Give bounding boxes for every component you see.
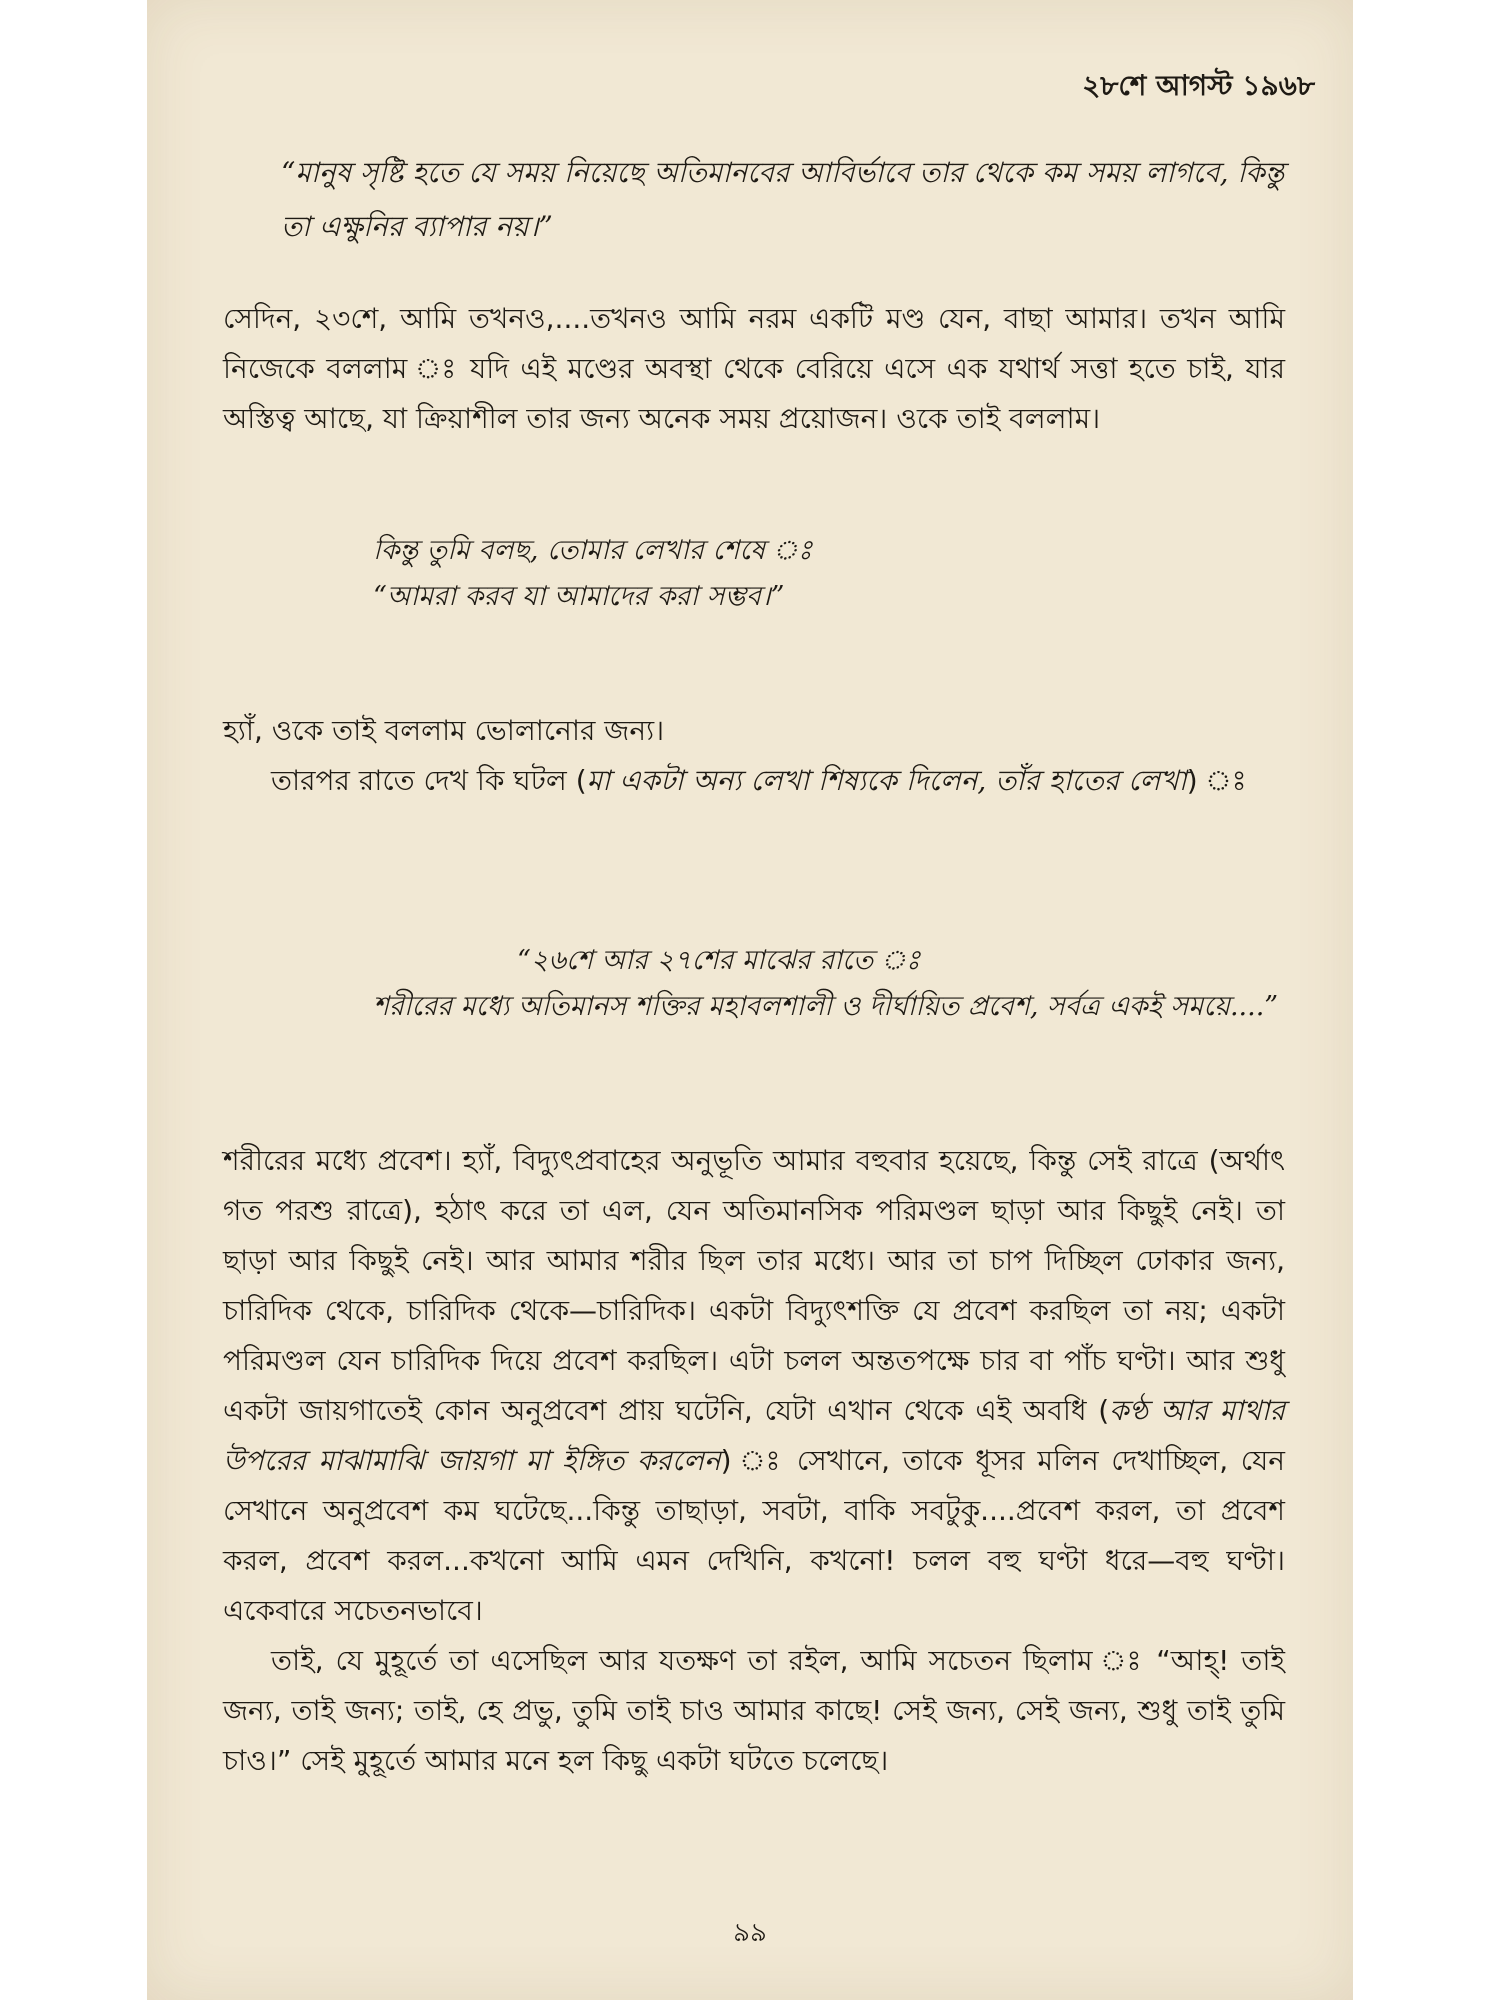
paragraph-3 bbox=[223, 756, 1285, 806]
quote-line-2: “আমরা করব যা আমাদের করা সম্ভব।” bbox=[373, 581, 785, 612]
quote-line-1: কিন্তু তুমি বলছ, তোমার লেখার শেষে ঃ bbox=[373, 535, 813, 566]
book-page bbox=[147, 0, 1353, 2000]
page-number: ৯৯ bbox=[733, 1918, 767, 1948]
quote-block-3 bbox=[373, 938, 1285, 1030]
quote-line-1: “২৬শে আর ২৭শের মাঝের রাতে ঃ bbox=[517, 945, 921, 976]
paragraph-3-italic-note: মা একটা অন্য লেখা শিষ্যকে দিলেন, তাঁর হাতের লেখা bbox=[586, 764, 1187, 797]
paragraph-3-end: ) ঃ bbox=[1186, 764, 1247, 797]
running-header: ২৮শে আগস্ট ১৯৬৮ bbox=[1082, 69, 1315, 102]
opening-quote bbox=[281, 146, 1285, 254]
paragraph-5: তাই, যে মুহূর্তে তা এসেছিল আর যতক্ষণ তা রইল, আমি সচেতন ছিলাম ঃ “আহ্! তাই জন্য, তাই জন্য; তাই, হে প্রভু, তুমি তাই চাও আমার কাছে! সেই জন্য, সেই জন্য, শুধু তাই তুমি চাও।” সেই মুহূর্তে আমার মনে হল কিছু একটা ঘটতে চলেছে। bbox=[223, 1644, 1285, 1777]
paragraph-4-start: শরীরের মধ্যে প্রবেশ। হ্যাঁ, বিদ্যুৎপ্রবাহের অনুভূতি আমার বহুবার হয়েছে, কিন্তু সেই রাত্রে (অর্থাৎ গত পরশু রাত্রে), হঠাৎ করে তা এল, যেন অতিমানসিক পরিমণ্ডল ছাড়া আর কিছুই নেই। তা ছাড়া আর কিছুই নেই। আর আমার শরীর ছিল তার মধ্যে। আর তা চাপ দিচ্ছিল ঢোকার জন্য, চারিদিক থেকে, চারিদিক থেকে—চারিদিক। একটা বিদ্যুৎশক্তি যে প্রবেশ করছিল তা নয়; একটা পরিমণ্ডল যেন চারিদিক দিয়ে প্রবেশ করছিল। এটা চলল অন্ততপক্ষে চার বা পাঁচ ঘণ্টা। আর শুধু একটা জায়গাতেই কোন অনুপ্রবেশ প্রায় ঘটেনি, যেটা এখান থেকে এই অবধি ( bbox=[223, 1144, 1285, 1427]
paragraph-4-end: ) ঃ সেখানে, তাকে ধূসর মলিন দেখাচ্ছিল, যেন সেখানে অনুপ্রবেশ কম ঘটেছে...কিন্তু তাছাড়া, সবটা, বাকি সবটুকু....প্রবেশ করল, তা প্রবেশ করল, প্রবেশ করল...কখনো আমি এমন দেখিনি, কখনো! চলল বহু ঘণ্টা ধরে—বহু ঘণ্টা। একেবারে সচেতনভাবে। bbox=[223, 1444, 1285, 1627]
paragraph-text bbox=[223, 1136, 1285, 1636]
paragraph-text: সেদিন, ২৩শে, আমি তখনও,....তখনও আমি নরম একটি মণ্ড যেন, বাছা আমার। তখন আমি নিজেকে বললাম ঃ যদি এই মণ্ডের অবস্থা থেকে বেরিয়ে এসে এক যথার্থ সত্তা হতে চাই, যার অস্তিত্ব আছে, যা ক্রিয়াশীল তার জন্য অনেক সময় প্রয়োজন। ওকে তাই বললাম। bbox=[223, 302, 1285, 435]
paragraph-4-italic-note: কণ্ঠ আর মাথার উপরের মাঝামাঝি জায়গা মা ইঙ্গিত করলেন bbox=[223, 1394, 1285, 1477]
paragraph-2 bbox=[223, 706, 1285, 806]
paragraph-text: হ্যাঁ, ওকে তাই বললাম ভোলানোর জন্য। bbox=[223, 714, 665, 747]
quote-line-2: শরীরের মধ্যে অতিমানস শক্তির মহাবলশালী ও দীর্ঘায়িত প্রবেশ, সর্বত্র একই সময়ে....” bbox=[373, 991, 1279, 1022]
paragraph-3-start: তারপর রাতে দেখ কি ঘটল ( bbox=[271, 764, 587, 797]
quote-text: “মানুষ সৃষ্টি হতে যে সময় নিয়েছে অতিমানবের আবির্ভাবে তার থেকে কম সময় লাগবে, কিন্তু তা এক্ষুনির ব্যাপার নয়।” bbox=[281, 156, 1285, 243]
paragraph-1 bbox=[223, 294, 1285, 444]
quote-block-2 bbox=[373, 528, 1285, 620]
paragraph-4 bbox=[223, 1136, 1285, 1786]
